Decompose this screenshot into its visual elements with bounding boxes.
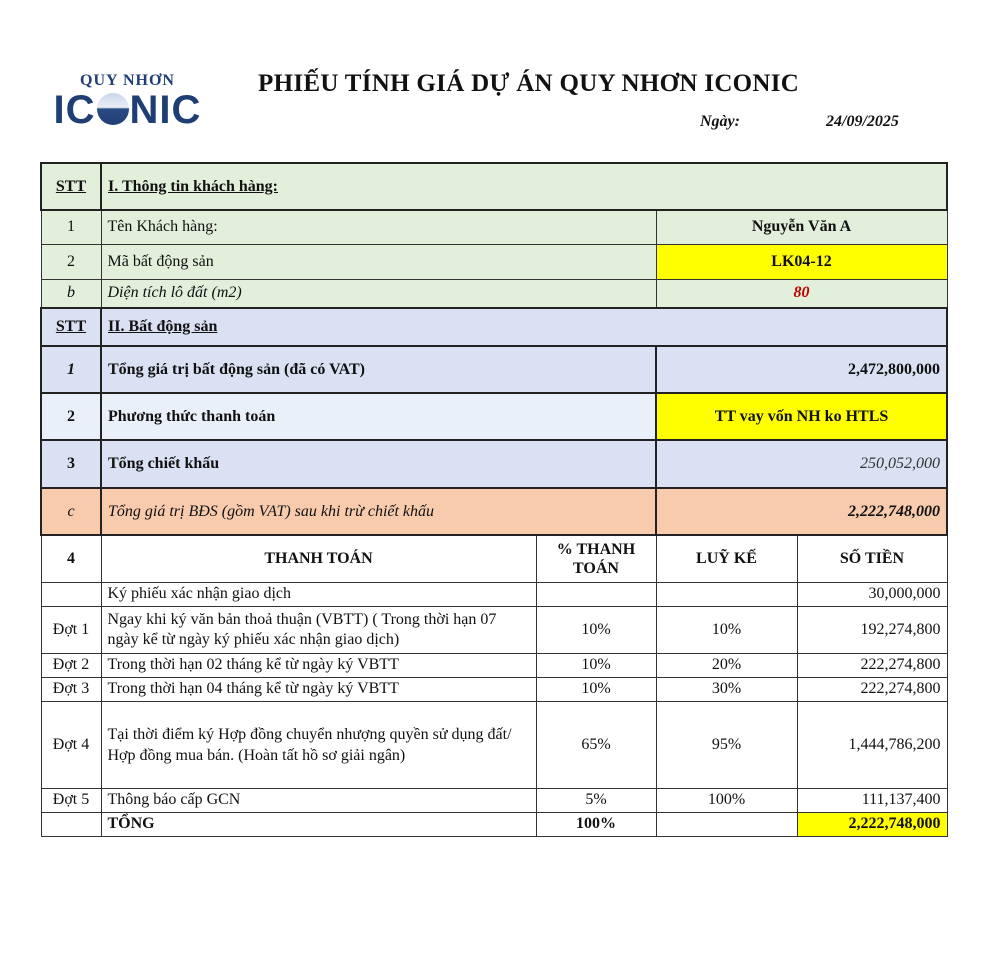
total-value-amount: 2,472,800,000 bbox=[656, 346, 947, 393]
installment-amount: 30,000,000 bbox=[797, 582, 947, 606]
section1-stt: STT bbox=[41, 163, 101, 210]
net-value-amount: 2,222,748,000 bbox=[656, 488, 947, 535]
row-stt: c bbox=[41, 488, 101, 535]
installment-cum: 20% bbox=[656, 653, 797, 677]
total-pct: 100% bbox=[536, 812, 656, 836]
installment-pct: 10% bbox=[536, 653, 656, 677]
installment-label: Đợt 3 bbox=[41, 677, 101, 701]
installment-pct: 65% bbox=[536, 701, 656, 788]
installment-label: Đợt 2 bbox=[41, 653, 101, 677]
installment-amount: 1,444,786,200 bbox=[797, 701, 947, 788]
payment-col-header: % THANH TOÁN bbox=[536, 535, 656, 582]
installment-cum: 10% bbox=[656, 606, 797, 653]
installment-pct: 5% bbox=[536, 788, 656, 812]
row-label: Diện tích lô đất (m2) bbox=[101, 279, 656, 308]
installment-desc: Ký phiếu xác nhận giao dịch bbox=[101, 582, 536, 606]
row-label: Mã bất động sản bbox=[101, 244, 656, 279]
section2-title: II. Bất động sản bbox=[101, 308, 947, 346]
section2-stt: STT bbox=[41, 308, 101, 346]
total-discount-amount: 250,052,000 bbox=[656, 440, 947, 488]
installment-pct: 10% bbox=[536, 606, 656, 653]
logo-main-left: IC bbox=[53, 88, 96, 132]
row-stt: 1 bbox=[41, 210, 101, 244]
logo-top-text: QUY NHƠN bbox=[80, 72, 175, 89]
logo-sphere-icon bbox=[97, 93, 129, 125]
total-value-row bbox=[41, 346, 947, 393]
row-stt: 2 bbox=[41, 393, 101, 440]
land-area-row bbox=[41, 279, 947, 308]
installment-amount: 111,137,400 bbox=[797, 788, 947, 812]
customer-name-value: Nguyễn Văn A bbox=[656, 210, 947, 244]
payment-method-row bbox=[41, 393, 947, 440]
installment-amount: 192,274,800 bbox=[797, 606, 947, 653]
installment-desc: Trong thời hạn 04 tháng kể từ ngày ký VBTT bbox=[101, 677, 536, 701]
installment-label: Đợt 5 bbox=[41, 788, 101, 812]
payment-col-header: SỐ TIỀN bbox=[797, 535, 947, 582]
table-row bbox=[41, 653, 947, 677]
table-row bbox=[41, 788, 947, 812]
payment-header-row bbox=[41, 535, 947, 582]
total-amount: 2,222,748,000 bbox=[797, 812, 947, 836]
row-stt: b bbox=[41, 279, 101, 308]
section2-header-row bbox=[41, 308, 947, 346]
total-empty-cell bbox=[656, 812, 797, 836]
row-label: Tổng chiết khấu bbox=[101, 440, 656, 488]
payment-stt: 4 bbox=[41, 535, 101, 582]
installment-desc: Trong thời hạn 02 tháng kể từ ngày ký VBTT bbox=[101, 653, 536, 677]
installment-amount: 222,274,800 bbox=[797, 653, 947, 677]
payment-col-header: THANH TOÁN bbox=[101, 535, 536, 582]
table-row bbox=[41, 701, 947, 788]
total-empty-cell bbox=[41, 812, 101, 836]
row-label: Tên Khách hàng: bbox=[101, 210, 656, 244]
total-discount-row bbox=[41, 440, 947, 488]
section1-header-row bbox=[41, 163, 947, 210]
table-row bbox=[41, 606, 947, 653]
pricing-table bbox=[40, 162, 948, 837]
row-stt: 3 bbox=[41, 440, 101, 488]
row-stt: 1 bbox=[41, 346, 101, 393]
installment-desc: Thông báo cấp GCN bbox=[101, 788, 536, 812]
table-row bbox=[41, 582, 947, 606]
customer-name-row bbox=[41, 210, 947, 244]
installment-cum: 100% bbox=[656, 788, 797, 812]
installment-pct bbox=[536, 582, 656, 606]
installment-label: Đợt 4 bbox=[41, 701, 101, 788]
installment-cum bbox=[656, 582, 797, 606]
date-value: 24/09/2025 bbox=[826, 113, 899, 130]
table-row bbox=[41, 677, 947, 701]
payment-method-value: TT vay vốn NH ko HTLS bbox=[656, 393, 947, 440]
row-stt: 2 bbox=[41, 244, 101, 279]
row-label: Tổng giá trị bất động sản (đã có VAT) bbox=[101, 346, 656, 393]
row-label: Tổng giá trị BĐS (gồm VAT) sau khi trừ chiết khấu bbox=[101, 488, 656, 535]
page-title: PHIẾU TÍNH GIÁ DỰ ÁN QUY NHƠN ICONIC bbox=[258, 70, 800, 97]
row-label: Phương thức thanh toán bbox=[101, 393, 656, 440]
property-code-row bbox=[41, 244, 947, 279]
total-label: TỔNG bbox=[101, 812, 536, 836]
logo-main-text bbox=[50, 90, 205, 130]
installment-cum: 30% bbox=[656, 677, 797, 701]
installment-desc: Ngay khi ký văn bản thoả thuận (VBTT) ( Trong thời hạn 07 ngày kể từ ngày ký phiếu xác nhận giao dịch) bbox=[101, 606, 536, 653]
land-area-value: 80 bbox=[656, 279, 947, 308]
payment-col-header: LUỸ KẾ bbox=[656, 535, 797, 582]
total-row bbox=[41, 812, 947, 836]
logo-main-right: NIC bbox=[129, 88, 202, 132]
installment-amount: 222,274,800 bbox=[797, 677, 947, 701]
installment-cum: 95% bbox=[656, 701, 797, 788]
installment-label: Đợt 1 bbox=[41, 606, 101, 653]
date-label: Ngày: bbox=[700, 113, 740, 130]
installment-label bbox=[41, 582, 101, 606]
company-logo bbox=[50, 72, 205, 130]
net-value-row bbox=[41, 488, 947, 535]
section1-title: I. Thông tin khách hàng: bbox=[101, 163, 947, 210]
property-code-value: LK04-12 bbox=[656, 244, 947, 279]
installment-desc: Tại thời điểm ký Hợp đồng chuyển nhượng quyền sử dụng đất/ Hợp đồng mua bán. (Hoàn tất hồ sơ giải ngân) bbox=[101, 701, 536, 788]
installment-pct: 10% bbox=[536, 677, 656, 701]
